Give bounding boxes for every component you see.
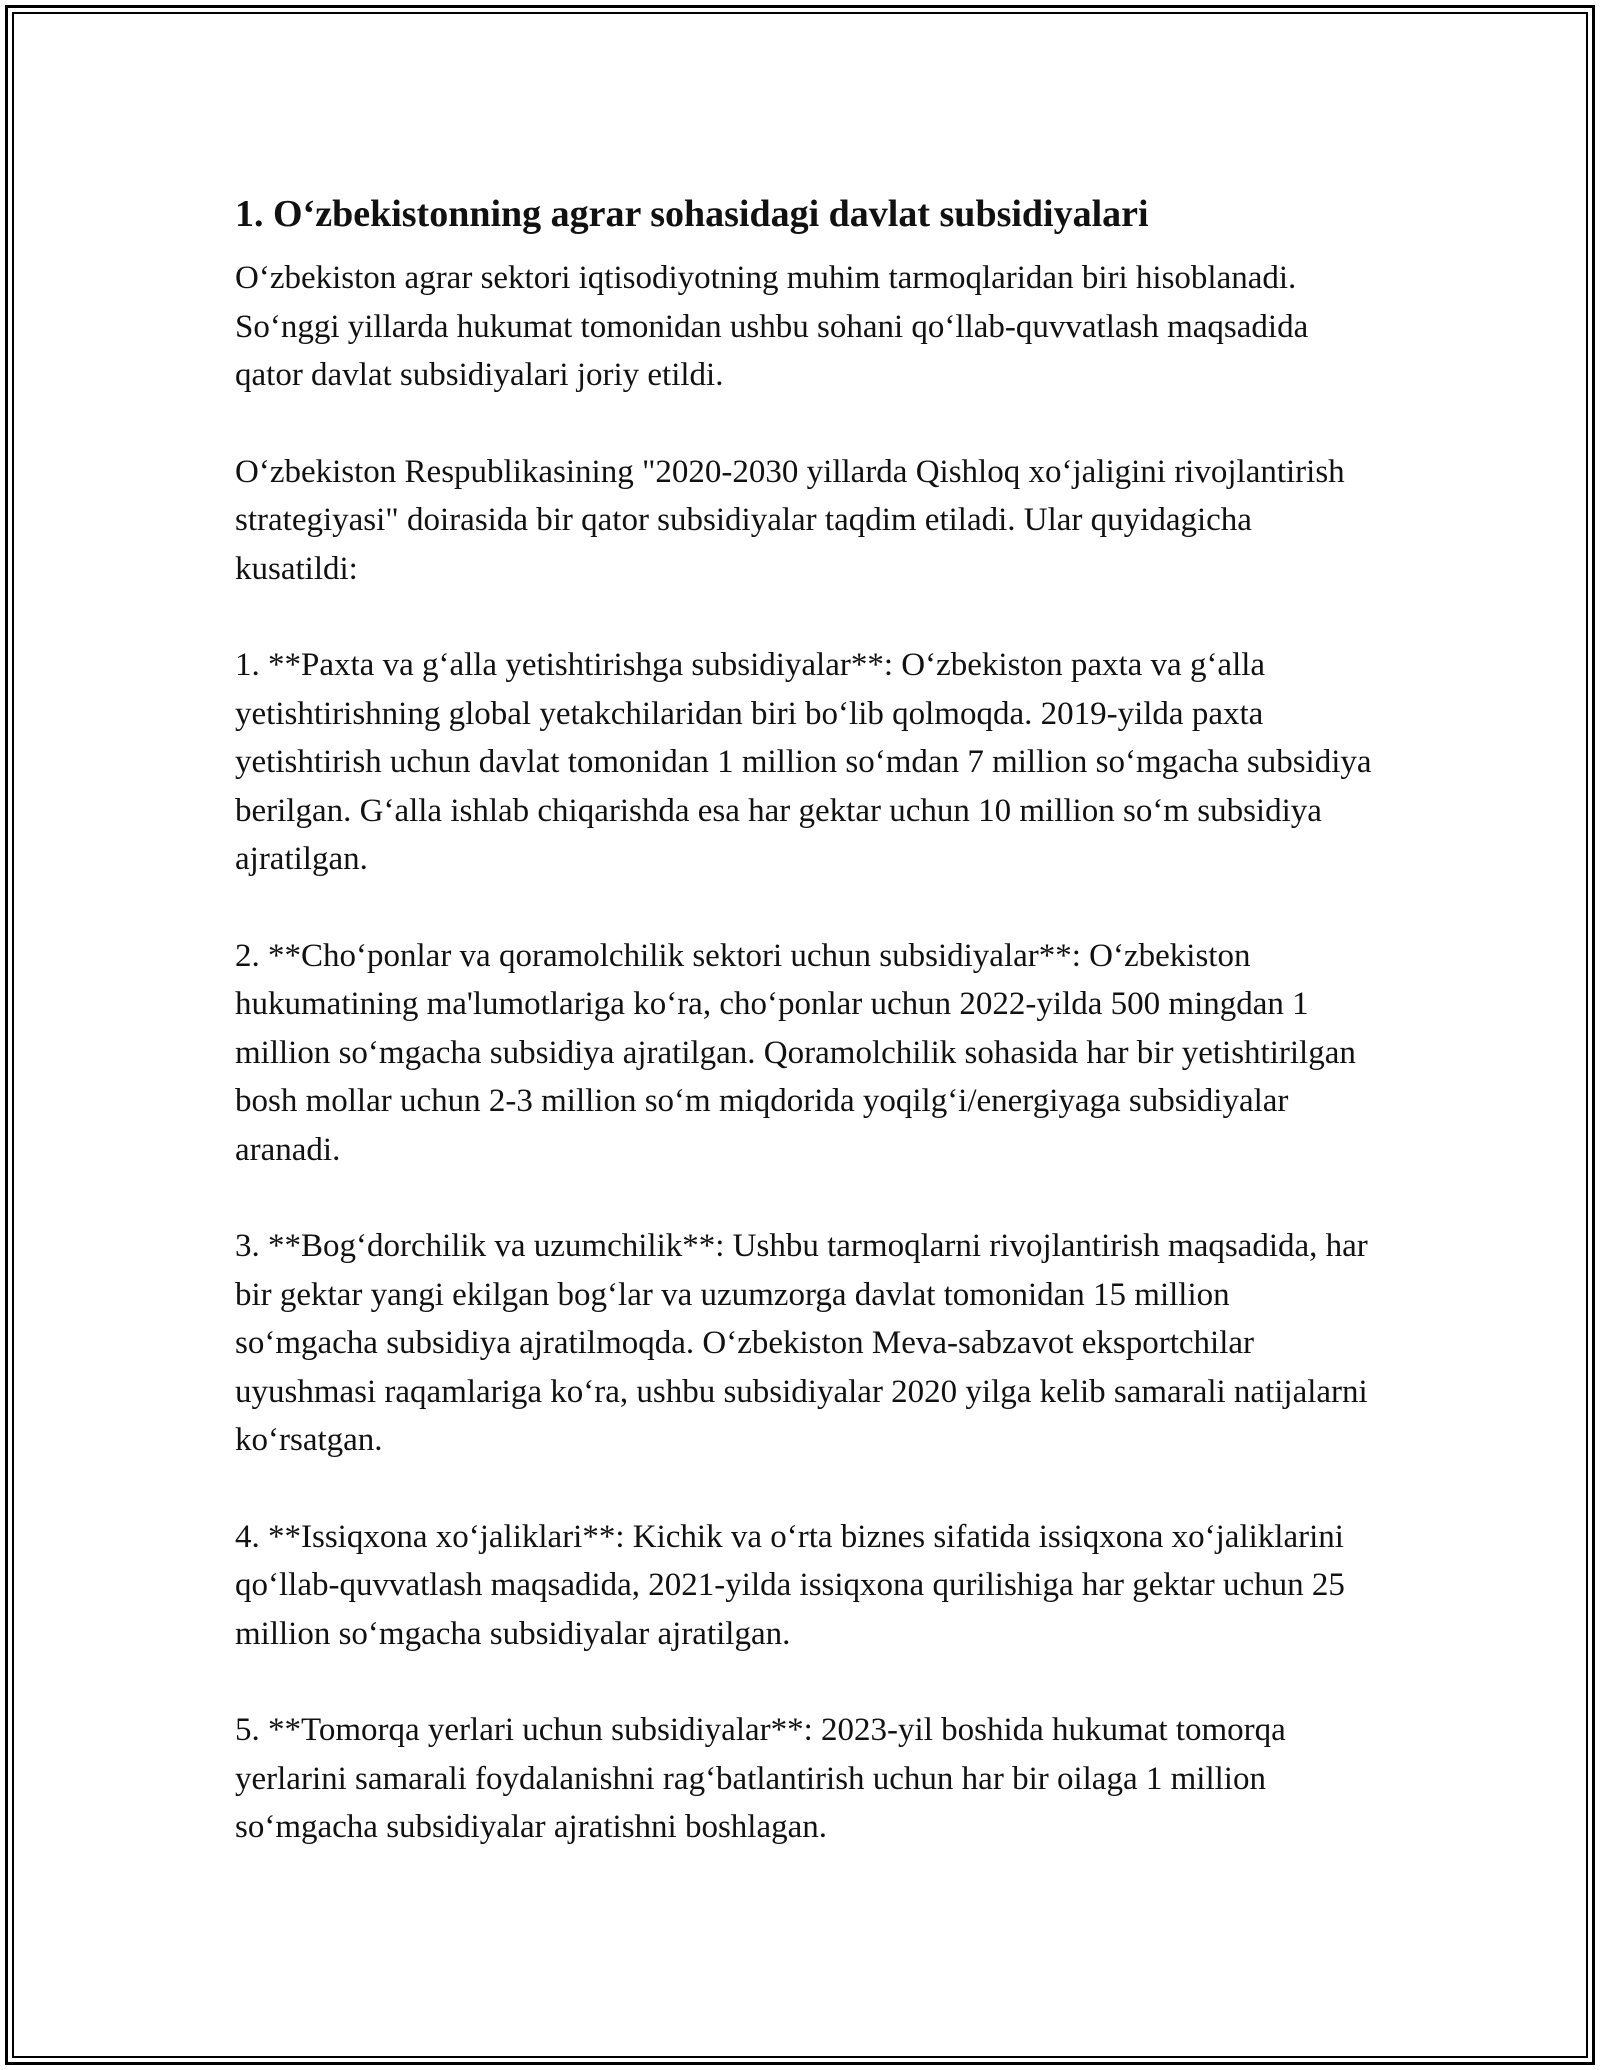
document-title: 1. O‘zbekistonning agrar sohasidagi davlat subsidiyalari — [235, 193, 1149, 235]
list-item-household-plots: 5. **Tomorqa yerlari uchun subsidiyalar**: 2023-yil boshida hukumat tomorqa yerlarini samarali foydalanishni rag‘batlantirish uchun har bir oilaga 1 million so‘mgacha subsidiyalar ajratishni boshlagan. — [235, 1712, 1286, 1845]
list-item-horticulture: 3. **Bog‘dorchilik va uzumchilik**: Ushbu tarmoqlarni rivojlantirish maqsadida, har bir gektar yangi ekilgan bog‘lar va uzumzorga davlat tomonidan 15 million so‘mgacha subsidiya ajratilmoqda. O‘zbekiston Meva-sabzavot eksportchilar uyushmasi raqamlariga ko‘ra, ushbu subsidiyalar 2020 yilga kelib samarali natijalarni ko‘rsatgan. — [235, 1228, 1368, 1458]
list-item-livestock: 2. **Cho‘ponlar va qoramolchilik sektori uchun subsidiyalar**: O‘zbekiston hukumatining ma'lumotlariga ko‘ra, cho‘ponlar uchun 2022-yilda 500 mingdan 1 million so‘mgacha subsidiya ajratilgan. Qoramolchilik sohasida har bir yetishtirilgan bosh mollar uchun 2-3 million so‘m miqdorida yoqilg‘i/energiyaga subsidiyalar aranadi. — [235, 937, 1356, 1168]
list-item-greenhouse: 4. **Issiqxona xo‘jaliklari**: Kichik va o‘rta biznes sifatida issiqxona xo‘jaliklarini qo‘llab-quvvatlash maqsadida, 2021-yilda issiqxona qurilishiga har gektar uchun 25 million so‘mgacha subsidiyalar ajratilgan. — [235, 1518, 1345, 1652]
strategy-paragraph: O‘zbekiston Respublikasining "2020-2030 yillarda Qishloq xo‘jaligini rivojlantirish strategiyasi" doirasida bir qator subsidiyalar taqdim etiladi. Ular quyidagicha kusatildi: — [235, 453, 1345, 587]
intro-paragraph: O‘zbekiston agrar sektori iqtisodiyotning muhim tarmoqlaridan biri hisoblanadi. So‘nggi yillarda hukumat tomonidan ushbu sohani qo‘llab-quvvatlash maqsadida qator davlat subsidiyalari joriy etildi. — [235, 260, 1309, 393]
document-body — [235, 186, 1375, 1900]
list-item-cotton-grain: 1. **Paxta va g‘alla yetishtirishga subsidiyalar**: O‘zbekiston paxta va g‘alla yetishtirishning global yetakchilaridan biri bo‘lib qolmoqda. 2019-yilda paxta yetishtirish uchun davlat tomonidan 1 million so‘mdan 7 million so‘mgacha subsidiya berilgan. G‘alla ishlab chiqarishda esa har gektar uchun 10 million so‘m subsidiya ajratilgan. — [235, 647, 1372, 877]
